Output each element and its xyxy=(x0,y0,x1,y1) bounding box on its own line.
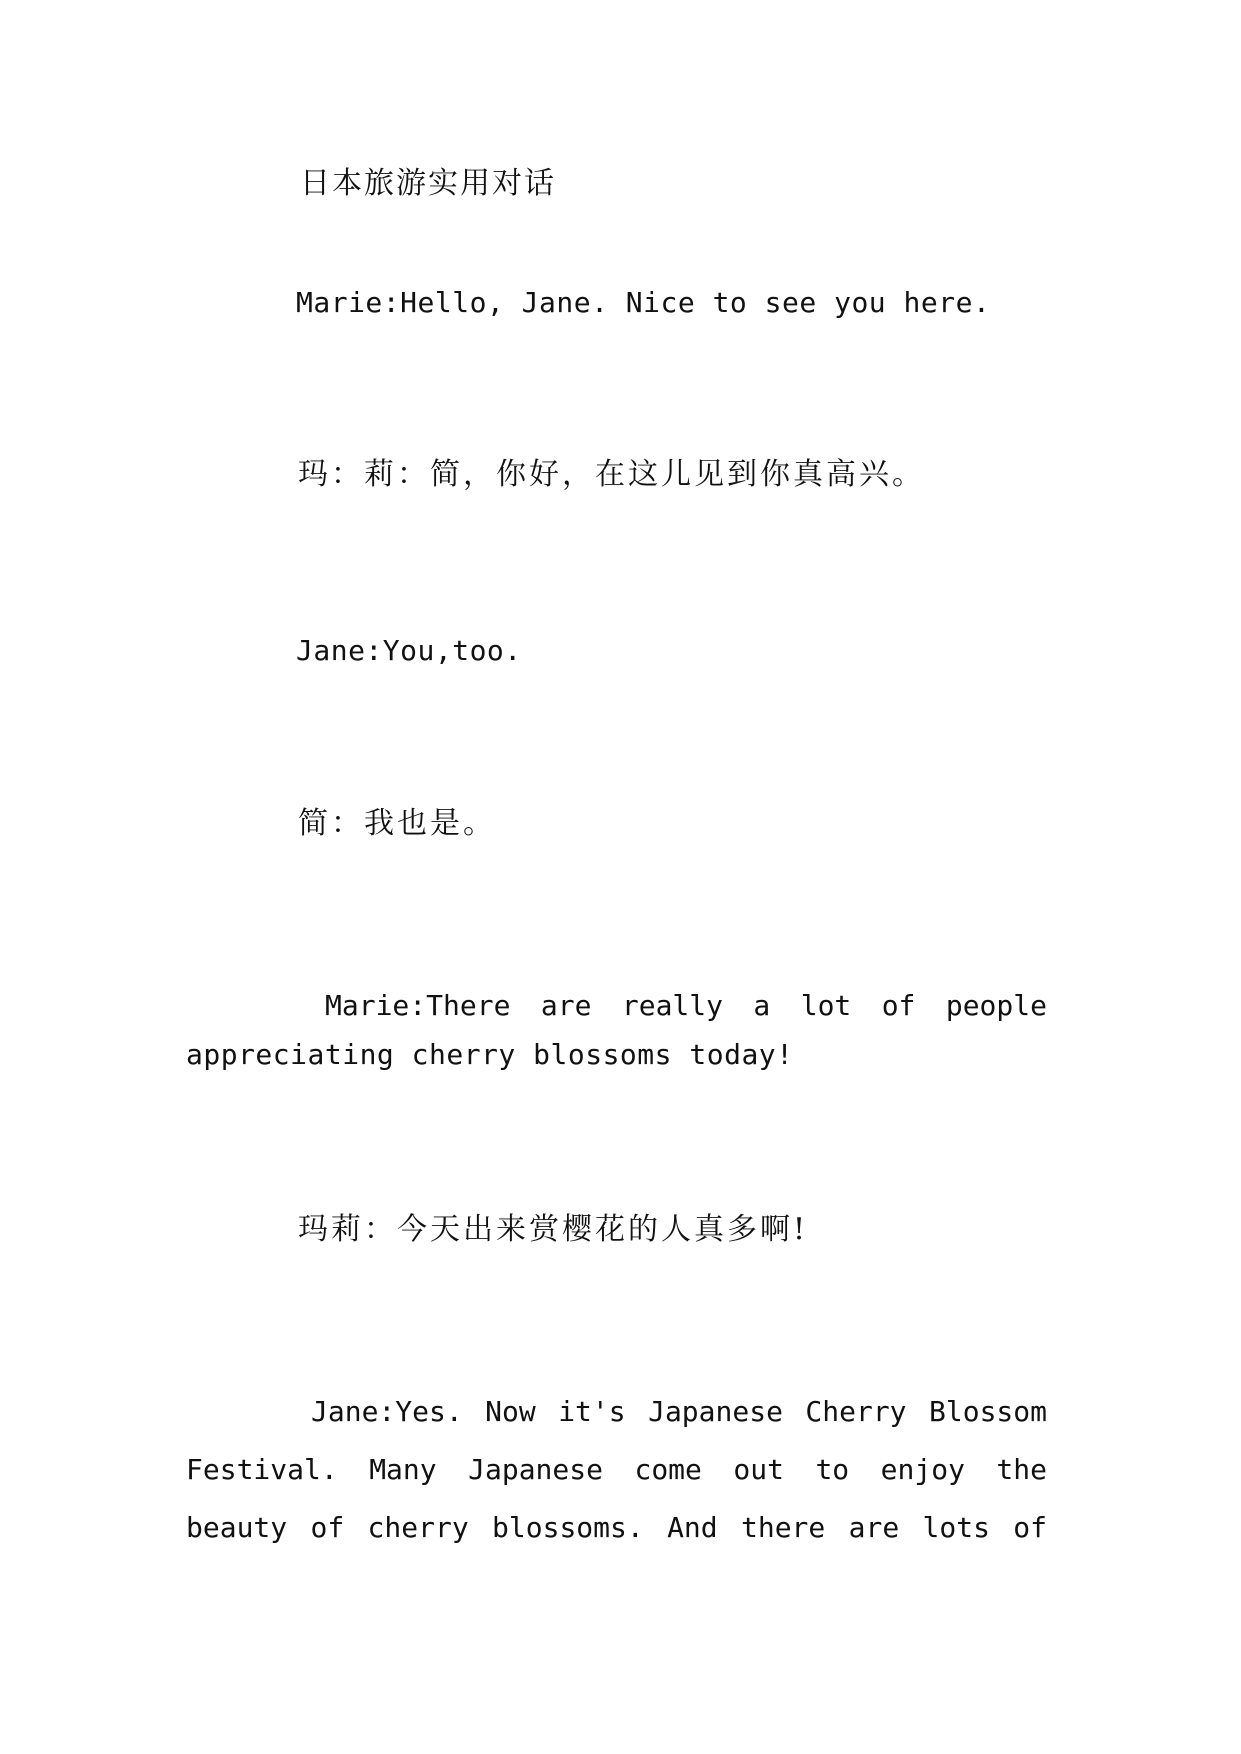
dialogue-line-marie-cherry-en-1: Marie:There are really a lot of people xyxy=(325,989,1047,1022)
dialogue-line-jane-festival-en-1: Jane:Yes. Now it's Japanese Cherry Blossom xyxy=(311,1395,1047,1428)
dialogue-line-jane-festival-en-3: beauty of cherry blossoms. And there are lots of xyxy=(186,1511,1047,1544)
dialogue-line-jane-festival-en-2: Festival. Many Japanese come out to enjoy the xyxy=(186,1453,1047,1486)
dialogue-line-marie-greeting-zh: 玛：莉：简，你好，在这儿见到你真高兴。 xyxy=(298,457,925,492)
dialogue-line-jane-reply-zh: 简：我也是。 xyxy=(298,806,496,841)
dialogue-line-jane-reply-en: Jane:You,too. xyxy=(296,634,522,667)
dialogue-line-marie-cherry-en-2: appreciating cherry blossoms today! xyxy=(186,1038,794,1071)
dialogue-line-marie-greeting-en: Marie:Hello, Jane. Nice to see you here. xyxy=(296,286,991,319)
dialogue-line-marie-cherry-zh: 玛莉：今天出来赏樱花的人真多啊! xyxy=(298,1212,809,1247)
document-title: 日本旅游实用对话 xyxy=(300,166,556,201)
